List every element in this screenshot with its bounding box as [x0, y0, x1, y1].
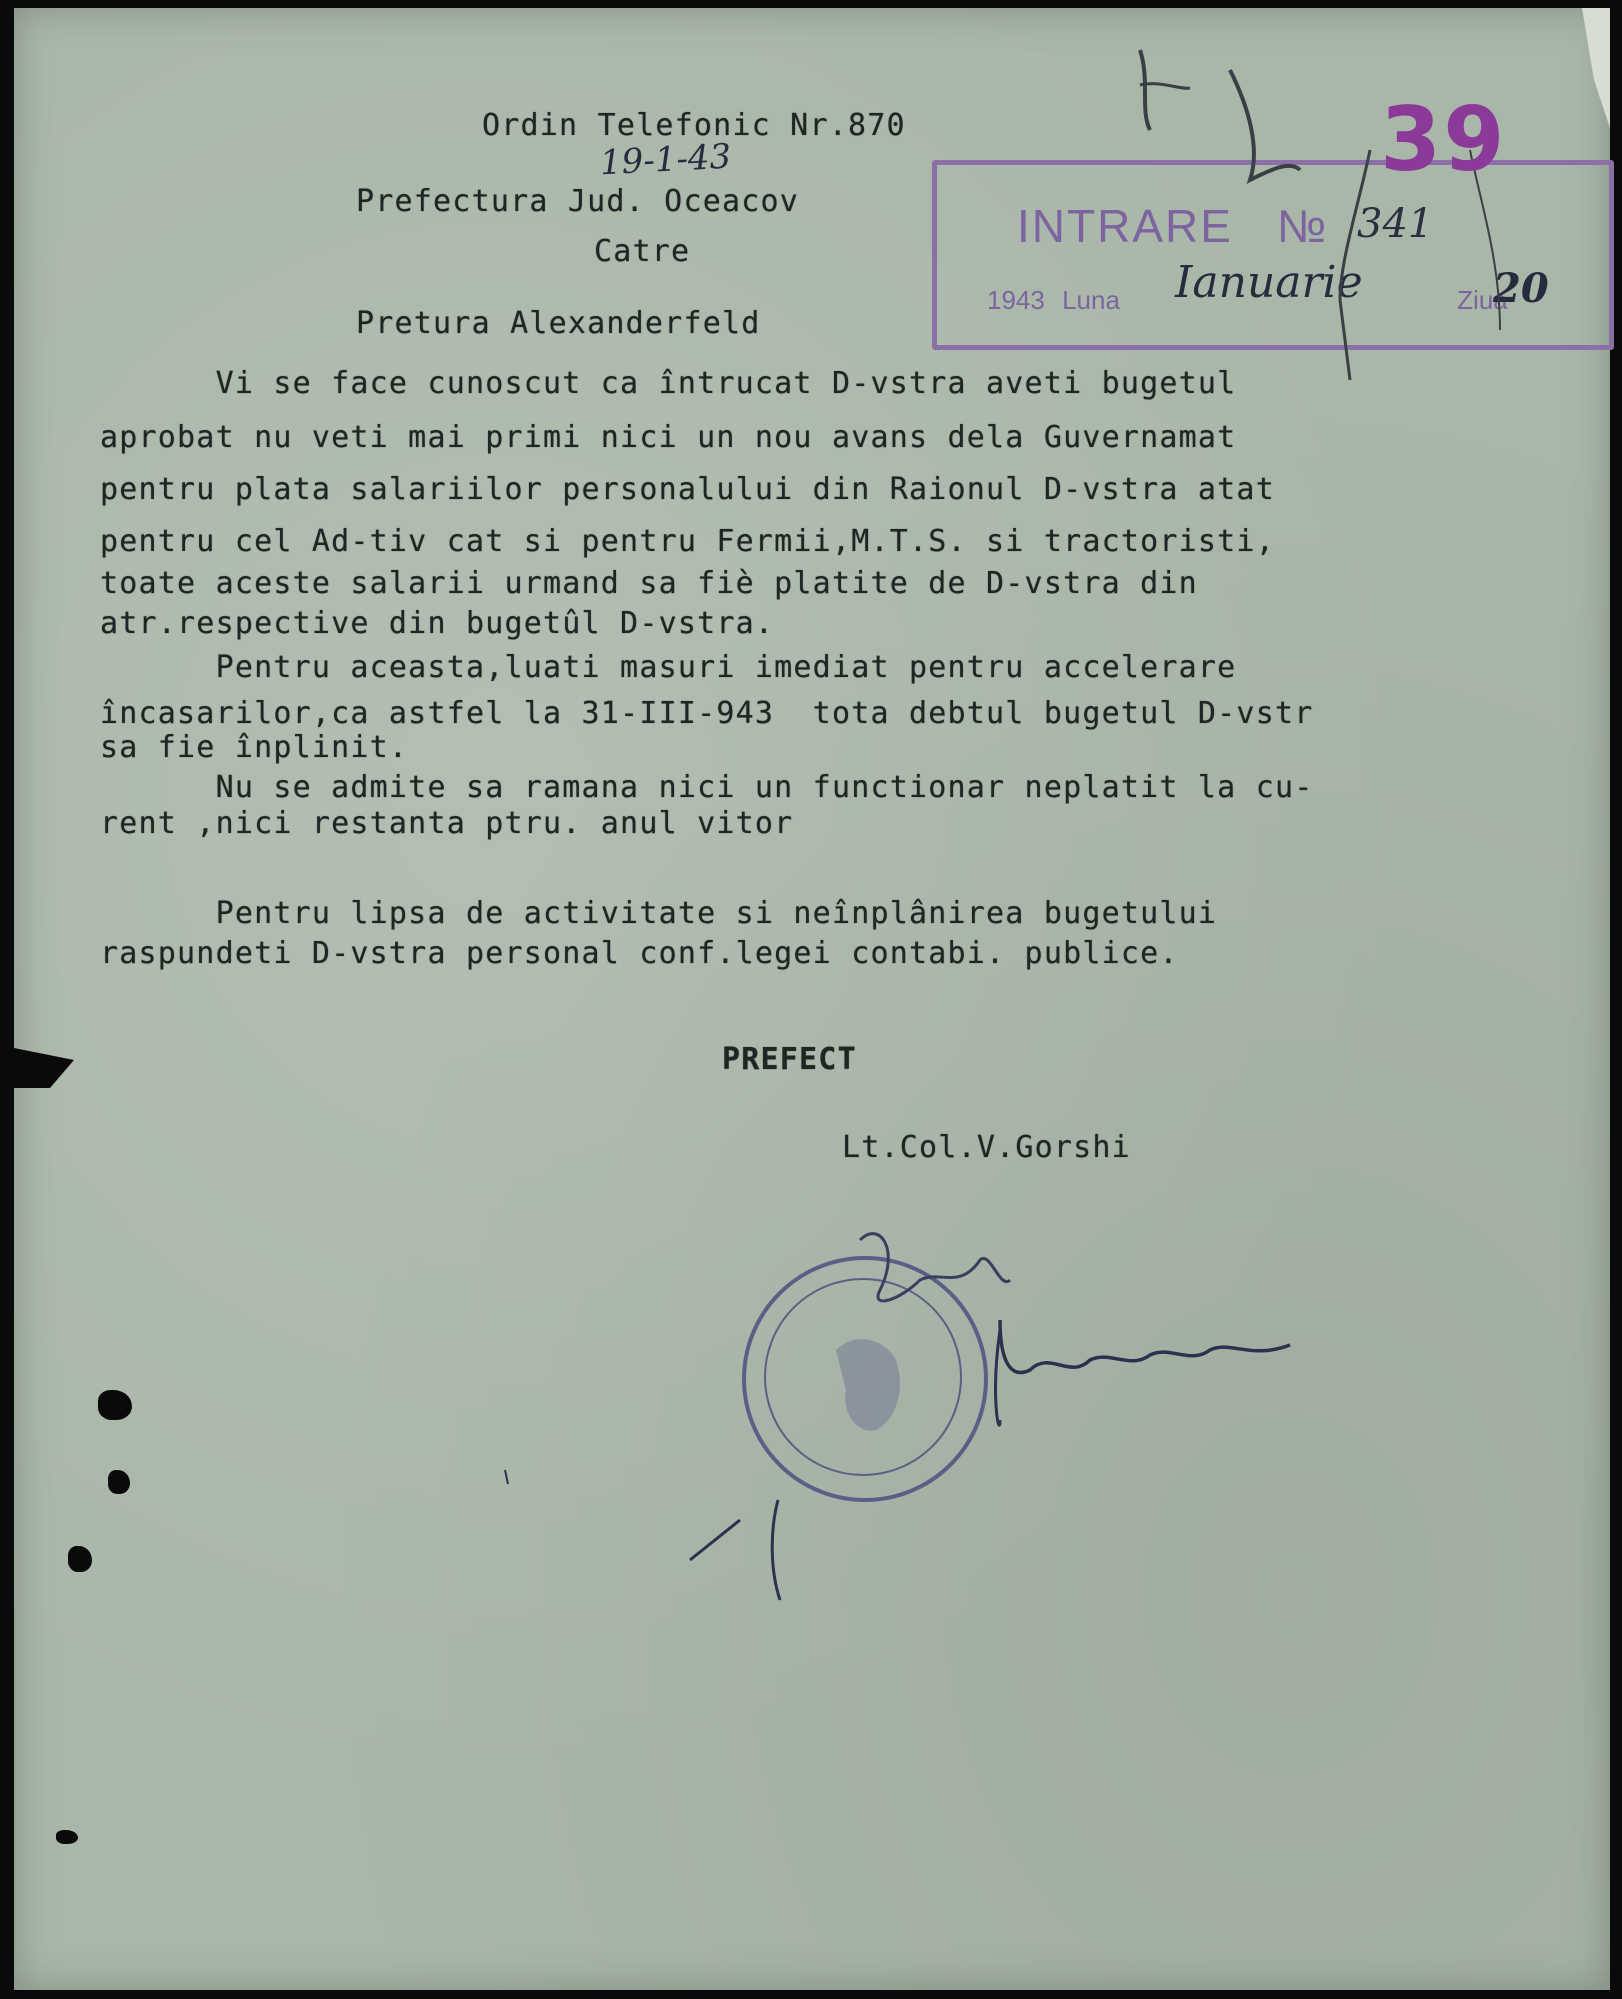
recipient: Pretura Alexanderfeld	[356, 306, 761, 341]
round-seal	[742, 1256, 988, 1502]
punch-hole	[68, 1546, 92, 1572]
sender-prefecture: Prefectura Jud. Oceacov	[356, 184, 800, 219]
corner-number: 39	[1380, 88, 1507, 191]
body-line: toate aceste salarii urmand sa fiè platite de D-vstra din	[100, 566, 1198, 601]
stamp-number-label: №	[1277, 200, 1329, 252]
stamp-month-label: Luna	[1062, 285, 1120, 315]
body-line: Nu se admite sa ramana nici un functionar neplatit la cu-	[100, 770, 1314, 805]
stamp-heading: INTRARE	[1017, 200, 1233, 252]
pencil-annotation	[0, 0, 1622, 400]
punch-hole	[108, 1470, 130, 1494]
torn-edge	[14, 1048, 74, 1088]
signature-name: Lt.Col.V.Gorshi	[842, 1130, 1131, 1165]
punch-hole	[98, 1390, 132, 1420]
stamp-day-label: Ziua	[1457, 285, 1508, 315]
order-title: Ordin Telefonic Nr.870	[482, 108, 906, 143]
seal-emblem-icon	[746, 1260, 984, 1498]
body-line: încasarilor,ca astfel la 31-III-943 tota debtul bugetul D-vstr	[100, 696, 1314, 731]
stamp-day-value: 20	[1493, 265, 1549, 312]
body-line: pentru plata salariilor personalului din Raionul D-vstra atat	[100, 472, 1275, 507]
stamp-month-value: Ianuarie	[1175, 257, 1363, 308]
signature-title: PREFECT	[722, 1042, 857, 1077]
body-line: Vi se face cunoscut ca întrucat D-vstra aveti bugetul	[100, 366, 1237, 401]
stamp-number-value: 341	[1357, 201, 1434, 247]
body-line: aprobat nu veti mai primi nici un nou avans dela Guvernamat	[100, 420, 1237, 455]
handwritten-date: 19-1-43	[599, 136, 733, 184]
punch-hole	[56, 1830, 78, 1844]
body-line: sa fie înplinit.	[100, 730, 409, 765]
body-line: raspundeti D-vstra personal conf.legei contabi. publice.	[100, 936, 1179, 971]
body-line: Pentru lipsa de activitate si neînplânirea bugetului	[100, 896, 1218, 931]
stamp-year: 1943	[987, 285, 1045, 315]
body-line: atr.respective din bugetûl D-vstra.	[100, 606, 775, 641]
to-word: Catre	[594, 234, 691, 269]
body-line: pentru cel Ad-tiv cat si pentru Fermii,M.T.S. si tractoristi,	[100, 524, 1275, 559]
body-line: rent ,nici restanta ptru. anul vitor	[100, 806, 794, 841]
body-line: Pentru aceasta,luati masuri imediat pentru accelerare	[100, 650, 1237, 685]
